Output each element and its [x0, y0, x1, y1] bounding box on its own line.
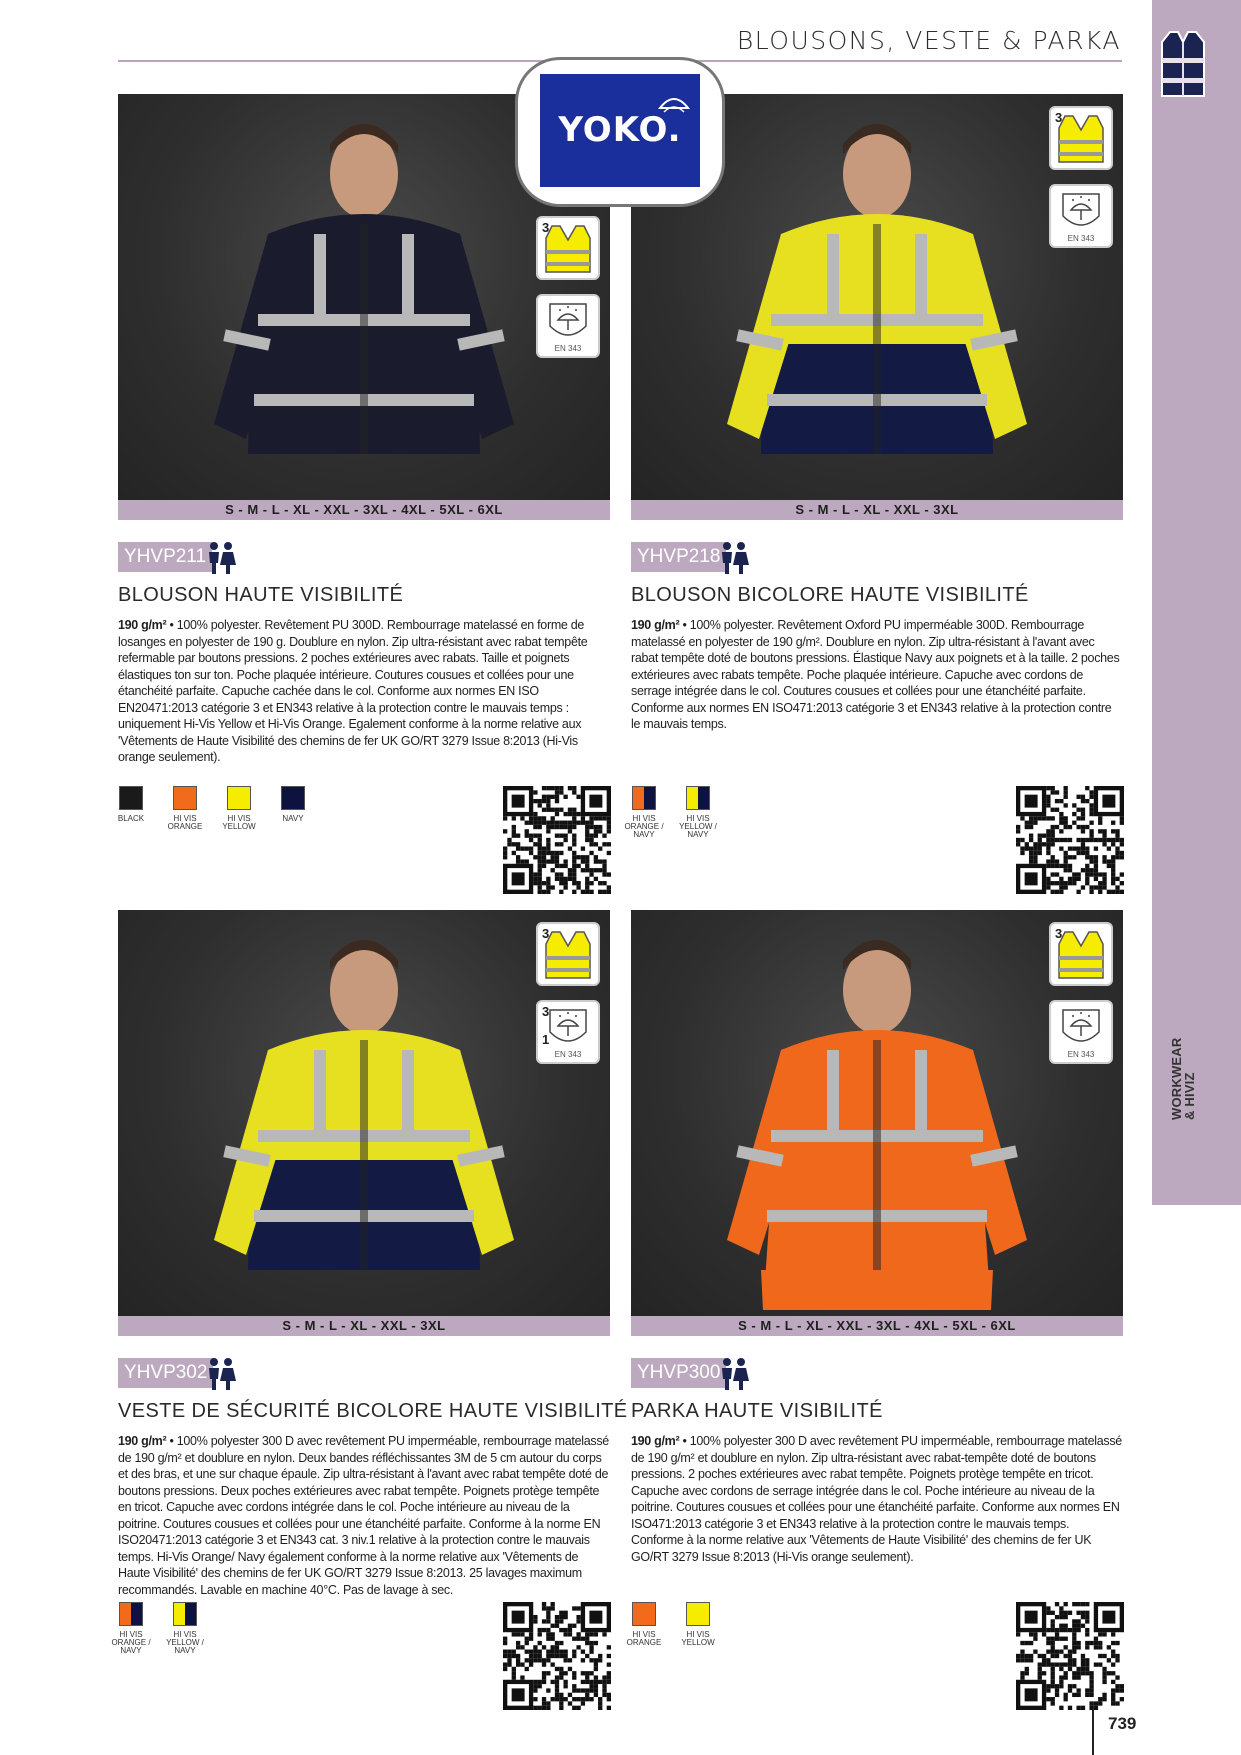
vest-class-number: 3	[1055, 110, 1063, 125]
description-text: • 100% polyester 300 D avec revêtement PU imperméable, rembourrage matelassé de 190 g/m² et doublure en nylon. Zip ultra-résistant avec rabat-tempête doté de boutons pressions. 2 poches extérieures avec rabat tempête. Poignets protège tempête en tricot. Capuche avec cordons de serrage intégrée dans le col. Poche intérieure au niveau de la poitrine. Coutures cousues et collées pour une étanchéité parfaite. Conforme aux normes EN ISO471:2013 catégorie 3 et EN343 relative à la protection contre le mauvais temps. Conforme à la norme relative aux 'Vêtements de Haute Visibilité' des chemins de fer UK GO/RT 3279 Issue 8:2013 (Hi-Vis orange seulement).	[631, 1434, 1122, 1564]
category-side-tab[interactable]	[1152, 0, 1241, 1205]
product-card	[624, 94, 1123, 900]
color-label: HI VIS YELLOW / NAVY	[679, 814, 717, 839]
vest-class-number: 3	[542, 220, 550, 235]
color-label: HI VIS YELLOW	[222, 814, 256, 831]
product-qr-code[interactable]	[1016, 1602, 1124, 1710]
color-label: HI VIS YELLOW	[681, 1630, 715, 1647]
color-swatch[interactable]	[158, 1602, 212, 1655]
color-chip[interactable]	[632, 786, 656, 810]
fabric-weight: 190 g/m²	[631, 618, 680, 632]
size-range-bar: S - M - L - XL - XXL - 3XL - 4XL - 5XL - 6XL	[118, 500, 610, 520]
unisex-icon-wrap	[717, 541, 751, 575]
color-swatch[interactable]	[671, 786, 725, 839]
en343-badge	[536, 1000, 600, 1064]
hivis-vest-icon	[1051, 108, 1111, 168]
brand-logo	[540, 74, 700, 187]
en343-label: EN 343	[1067, 234, 1095, 243]
hivis-vest-icon	[538, 218, 598, 278]
en343-badge	[536, 294, 600, 358]
vest-category-icon	[1158, 28, 1208, 100]
color-swatch[interactable]	[212, 786, 266, 831]
product-qr-code[interactable]	[503, 1602, 611, 1710]
page-number: 739	[1108, 1714, 1137, 1733]
product-reference: YHVP302	[118, 1358, 213, 1388]
color-swatch[interactable]	[158, 786, 212, 831]
product-photo	[631, 910, 1123, 1316]
color-chip[interactable]	[173, 1602, 197, 1626]
color-chip[interactable]	[686, 786, 710, 810]
fabric-weight: 190 g/m²	[118, 1434, 167, 1448]
en343-badge	[1049, 1000, 1113, 1064]
color-chip[interactable]	[281, 786, 305, 810]
color-swatch[interactable]	[266, 786, 320, 823]
en343-label: EN 343	[1067, 1050, 1095, 1059]
color-label: HI VIS ORANGE	[626, 1630, 662, 1647]
en20471-badge	[1049, 106, 1113, 170]
product-reference: YHVP218	[631, 542, 726, 572]
brand-logo-frame	[518, 60, 722, 204]
en343-badge	[1049, 184, 1113, 248]
hivis-vest-icon	[538, 924, 598, 984]
color-label: BLACK	[117, 814, 145, 823]
en343-label: EN 343	[554, 1050, 582, 1059]
product-description	[631, 617, 1123, 733]
product-description	[631, 1433, 1123, 1565]
side-tab-label-line2: & HIVIZ	[1182, 1072, 1197, 1120]
en343-class-top: 3	[542, 1004, 550, 1019]
unisex-icon-wrap	[204, 541, 238, 575]
product-title: BLOUSON BICOLORE HAUTE VISIBILITÉ	[631, 584, 1029, 606]
size-range-bar: S - M - L - XL - XXL - 3XL - 4XL - 5XL - 6XL	[631, 1316, 1123, 1336]
color-swatch[interactable]	[617, 1602, 671, 1647]
en20471-badge	[1049, 922, 1113, 986]
color-label: HI VIS YELLOW / NAVY	[166, 1630, 204, 1655]
side-tab-label	[1169, 1037, 1197, 1120]
color-swatch[interactable]	[104, 786, 158, 823]
side-tab-label-line1: WORKWEAR	[1169, 1037, 1184, 1120]
description-text: • 100% polyester 300 D avec revêtement PU imperméable, rembourrage matelassé de 190 g/m² et doublure en nylon. Deux bandes réfléchissantes 3M de 5 cm autour du corps et des bras, et une sur chaque épaule. Zip ultra-résistant à l'avant avec rabat tempête doté de boutons pressions. Deux poches extérieures avec rabat tempête. Poignets protège tempête en tricot. Capuche avec cordons intégrée dans le col. Poche intérieure au niveau de la poitrine. Coutures cousues et collées pour une étanchéité parfaite. Conforme à la norme EN ISO20471:2013 catégorie 3 et EN343 cat. 3 niv.1 relative à la protection contre le mauvais temps. Hi-Vis Orange/ Navy également conforme à la norme relative aux 'Vêtements de Haute Visibilité' des chemins de fer UK GO/RT 3279 Issue 8:2013. 25 lavages maximum recommandés. Lavable en machine 40°C. Pas de lavage à sec.	[118, 1434, 609, 1597]
color-swatch[interactable]	[617, 786, 671, 839]
rain-protection-icon	[538, 1002, 598, 1052]
qr-code-icon[interactable]	[503, 1602, 611, 1710]
en20471-badge	[536, 922, 600, 986]
color-swatch[interactable]	[104, 1602, 158, 1655]
color-swatches	[111, 1602, 418, 1672]
vest-class-number: 3	[1055, 926, 1063, 941]
color-chip[interactable]	[119, 786, 143, 810]
product-photo	[118, 910, 610, 1316]
qr-code-icon[interactable]	[1016, 1602, 1124, 1710]
description-text: • 100% polyester. Revêtement PU 300D. Rembourrage matelassé en forme de losanges en polyester de 190 g. Doublure en nylon. Zip ultra-résistant avec rabat tempête refermable par boutons pressions. 2 poches extérieures avec rabats. Taille et poignets élastiques ton sur ton. Poche plaquée intérieure. Coutures cousues et collées pour une étanchéité parfaite. Capuche cachée dans le col. Conforme aux normes EN ISO EN20471:2013 catégorie 3 et EN343 relative à la protection contre le mauvais temps : uniquement Hi-Vis Yellow et Hi-Vis Orange. Egalement conforme à la norme relative aux 'Vêtements de Haute Visibilité des chemins de fer UK GO/RT 3279 Issue 8:2013 (Hi-Vis orange seulement).	[118, 618, 588, 764]
fabric-weight: 190 g/m²	[631, 1434, 680, 1448]
product-card	[626, 910, 1123, 1716]
color-label: HI VIS ORANGE / NAVY	[624, 814, 664, 839]
en343-class-bottom: 1	[542, 1032, 550, 1047]
rain-protection-icon	[1051, 1002, 1111, 1052]
product-description	[118, 617, 610, 766]
hivis-vest-icon	[1051, 924, 1111, 984]
product-reference: YHVP211	[118, 542, 212, 572]
unisex-icon-wrap	[204, 1357, 238, 1391]
color-chip[interactable]	[227, 786, 251, 810]
color-swatches	[626, 1602, 931, 1672]
product-title: VESTE DE SÉCURITÉ BICOLORE HAUTE VISIBILITÉ	[118, 1400, 628, 1422]
size-range-bar: S - M - L - XL - XXL - 3XL	[631, 500, 1123, 520]
color-swatches	[624, 786, 931, 856]
en20471-badge	[536, 216, 600, 280]
en343-label: EN 343	[554, 344, 582, 353]
product-description	[118, 1433, 610, 1598]
color-chip[interactable]	[686, 1602, 710, 1626]
product-card	[118, 94, 610, 900]
rain-protection-icon	[538, 296, 598, 346]
product-qr-code[interactable]	[1016, 786, 1124, 894]
page-section-title: BLOUSONS, VESTE & PARKA	[736, 26, 1121, 55]
color-swatch[interactable]	[671, 1602, 725, 1647]
color-label: HI VIS ORANGE / NAVY	[111, 1630, 151, 1655]
color-label: HI VIS ORANGE	[167, 814, 203, 831]
unisex-icon-wrap	[717, 1357, 751, 1391]
description-text: • 100% polyester. Revêtement Oxford PU imperméable 300D. Rembourrage matelassé en polyester de 190 g/m². Doublure en nylon. Zip ultra-résistant à l'avant avec rabat tempête doté de boutons pressions. Élastique Navy aux poignets et à la taille. 2 poches extérieures avec rabats tempête. Poche plaquée intérieure. Capuche avec cordons de serrage intégrée dans le col. Coutures cousues et collées pour une étanchéité parfaite. Conforme aux normes EN ISO471:2013 catégorie 3 et EN343 relative à la protection contre le mauvais temps.	[631, 618, 1120, 731]
unisex-icon	[717, 541, 751, 575]
product-qr-code[interactable]	[503, 786, 611, 894]
rain-protection-icon	[1051, 186, 1111, 236]
unisex-icon	[204, 541, 238, 575]
color-swatches	[118, 786, 418, 856]
vest-class-number: 3	[542, 926, 550, 941]
unisex-icon	[204, 1357, 238, 1391]
size-range-bar: S - M - L - XL - XXL - 3XL	[118, 1316, 610, 1336]
color-chip[interactable]	[632, 1602, 656, 1626]
fabric-weight: 190 g/m²	[118, 618, 167, 632]
qr-code-icon[interactable]	[1016, 786, 1124, 894]
product-title: BLOUSON HAUTE VISIBILITÉ	[118, 584, 404, 606]
color-chip[interactable]	[119, 1602, 143, 1626]
product-reference: YHVP300	[631, 1358, 726, 1388]
color-label: NAVY	[282, 814, 304, 823]
color-chip[interactable]	[173, 786, 197, 810]
brand-name: YOKO.	[558, 110, 682, 150]
product-title: PARKA HAUTE VISIBILITÉ	[631, 1400, 883, 1422]
unisex-icon	[717, 1357, 751, 1391]
qr-code-icon[interactable]	[503, 786, 611, 894]
product-card	[111, 910, 628, 1716]
